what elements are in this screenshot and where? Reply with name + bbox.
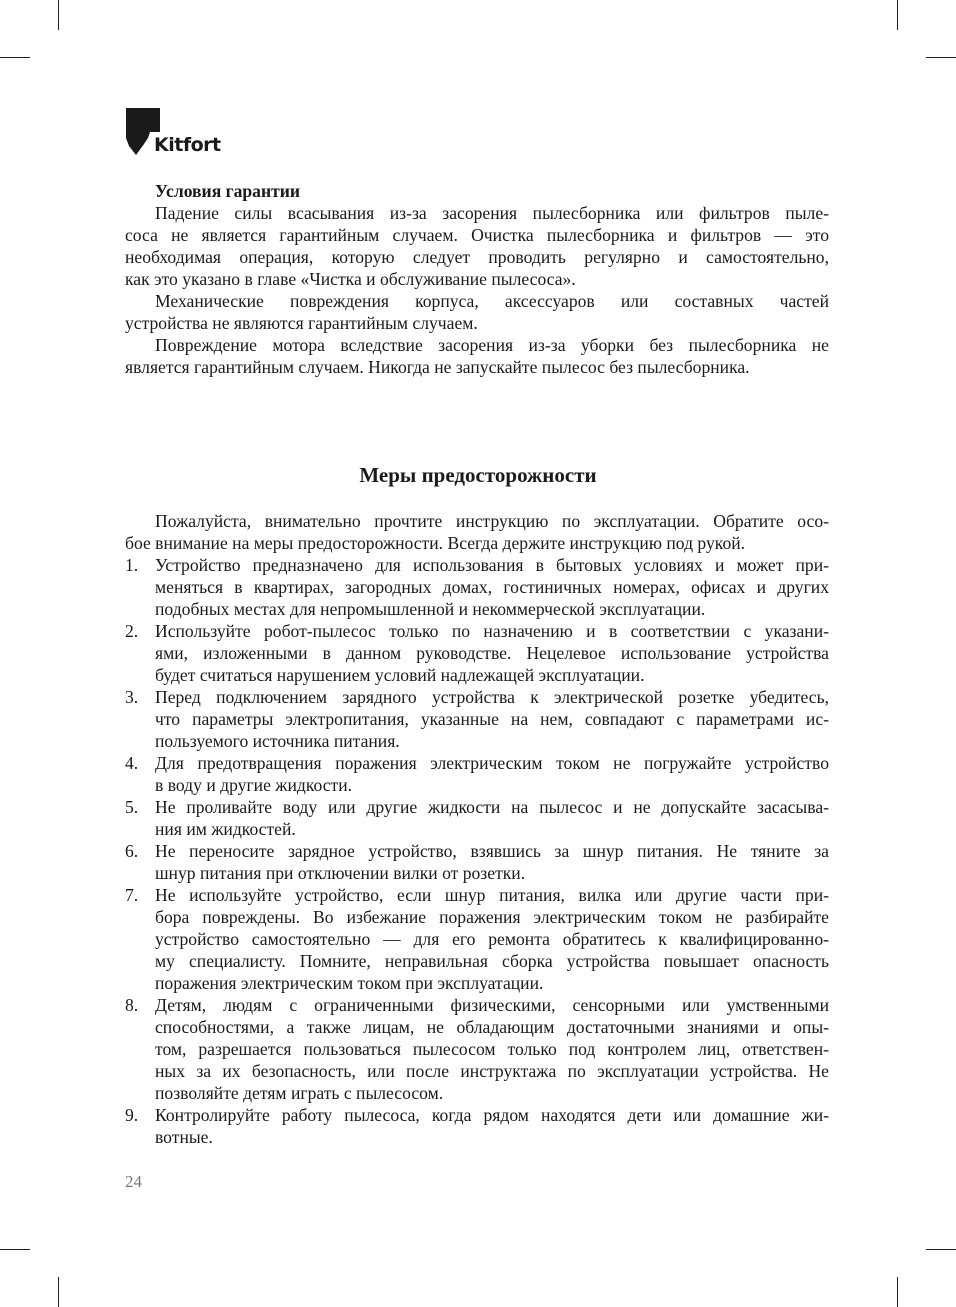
list-number: 2. — [125, 621, 139, 641]
logo-text: Kitfort — [154, 134, 221, 156]
list-item — [125, 752, 829, 796]
text-line: в воду и другие жидкости. — [155, 775, 353, 795]
text-line: ния им жидкостей. — [155, 819, 296, 839]
text-line: Не используйте устройство, если шнур питания, вилка или другие части при- — [155, 885, 829, 905]
list-number: 9. — [125, 1105, 139, 1125]
text-line: вотные. — [155, 1127, 213, 1147]
text-line: Контролируйте работу пылесоса, когда рядом находятся дети или домашние жи- — [155, 1105, 829, 1125]
paragraph — [125, 290, 829, 334]
text-line: поражения электрическим током при эксплуатации. — [155, 973, 544, 993]
list-item — [125, 840, 829, 884]
text-line: Падение силы всасывания из-за засорения пылесборника или фильтров пыле- — [155, 203, 829, 223]
text-line: что параметры электропитания, указанные на нем, совпадают с параметрами ис- — [155, 709, 829, 729]
text-line: Для предотвращения поражения электрическим током не погружайте устройство — [155, 753, 829, 773]
text-line: Детям, людям с ограниченными физическими, сенсорными или умственными — [155, 995, 829, 1015]
list-number: 6. — [125, 841, 139, 861]
crop-mark — [0, 57, 30, 58]
intro-paragraph — [125, 510, 829, 554]
list-number: 5. — [125, 797, 139, 817]
text-line: Механические повреждения корпуса, аксессуаров или составных частей — [155, 291, 829, 311]
text-line: устройства не являются гарантийным случаем. — [125, 313, 478, 333]
text-line: шнур питания при отключении вилки от розетки. — [155, 863, 526, 883]
crop-mark — [926, 57, 956, 58]
text-line: том, разрешается пользоваться пылесосом только под контролем лиц, ответствен- — [155, 1039, 829, 1059]
crop-mark — [58, 1277, 59, 1307]
list-number: 7. — [125, 885, 139, 905]
text-line: бора повреждены. Во избежание поражения электрическим током не разбирайте — [155, 907, 829, 927]
text-line: меняться в квартирах, загородных домах, гостиничных номерах, офисах и других — [155, 577, 829, 597]
list-number: 3. — [125, 687, 139, 707]
text-line: Не переносите зарядное устройство, взявшись за шнур питания. Не тяните за — [155, 841, 829, 861]
text-line: будет считаться нарушением условий надлежащей эксплуатации. — [155, 665, 645, 685]
text-line: необходимая операция, которую следует проводить регулярно и самостоятельно, — [125, 247, 829, 267]
crop-mark — [926, 1249, 956, 1250]
crop-mark — [58, 0, 59, 30]
list-item — [125, 620, 829, 686]
section-heading: Условия гарантии — [155, 181, 301, 201]
text-line: Пожалуйста, внимательно прочтите инструкцию по эксплуатации. Обратите осо- — [155, 511, 829, 531]
text-line: устройство самостоятельно — для его ремонта обратитесь к квалифицированно- — [155, 929, 829, 949]
text-line: му специалисту. Помните, неправильная сборка устройства повышает опасность — [155, 951, 829, 971]
page-number: 24 — [125, 1172, 142, 1191]
text-line: подобных местах для непромышленной и некоммерческой эксплуатации. — [155, 599, 706, 619]
text-line: позволяйте детям играть с пылесосом. — [155, 1083, 444, 1103]
text-line: соса не является гарантийным случаем. Очистка пылесборника и фильтров — это — [125, 225, 829, 245]
list-item — [125, 1104, 829, 1148]
text-line: бое внимание на меры предосторожности. Всегда держите инструкцию под рукой. — [125, 533, 746, 553]
list-item — [125, 554, 829, 620]
list-number: 8. — [125, 995, 139, 1015]
text-line: Используйте робот-пылесос только по назначению и в соответствии с указани- — [155, 621, 829, 641]
list-number: 1. — [125, 555, 139, 575]
page-title: Меры предосторожности — [359, 463, 597, 487]
list-item — [125, 884, 829, 994]
text-line: Устройство предназначено для использования в бытовых условиях и может при- — [155, 555, 829, 575]
text-line: ями, изложенными в данном руководстве. Нецелевое использование устройства — [155, 643, 829, 663]
list-number: 4. — [125, 753, 139, 773]
crop-mark — [897, 1277, 898, 1307]
text-line: Перед подключением зарядного устройства к электрической розетке убедитесь, — [155, 687, 829, 707]
list-item — [125, 796, 829, 840]
paragraph — [125, 202, 829, 290]
precautions-section — [125, 510, 829, 1148]
text-line: как это указано в главе «Чистка и обслуживание пылесоса». — [125, 269, 576, 289]
text-line: способностями, а также лицам, не обладающим достаточными знаниями и опы- — [155, 1017, 829, 1037]
text-line: Повреждение мотора вследствие засорения из-за уборки без пылесборника не — [155, 335, 829, 355]
warranty-section — [125, 180, 829, 378]
text-line: Не проливайте воду или другие жидкости на пылесос и не допускайте засасыва- — [155, 797, 829, 817]
list-item — [125, 686, 829, 752]
text-line: является гарантийным случаем. Никогда не запускайте пылесос без пылесборника. — [125, 357, 750, 377]
list-item — [125, 994, 829, 1104]
crop-mark — [897, 0, 898, 30]
crop-mark — [0, 1249, 30, 1250]
paragraph — [125, 334, 829, 378]
text-line: пользуемого источника питания. — [155, 731, 400, 751]
text-line: ных за их безопасность, или после инструктажа по эксплуатации устройства. Не — [155, 1061, 829, 1081]
